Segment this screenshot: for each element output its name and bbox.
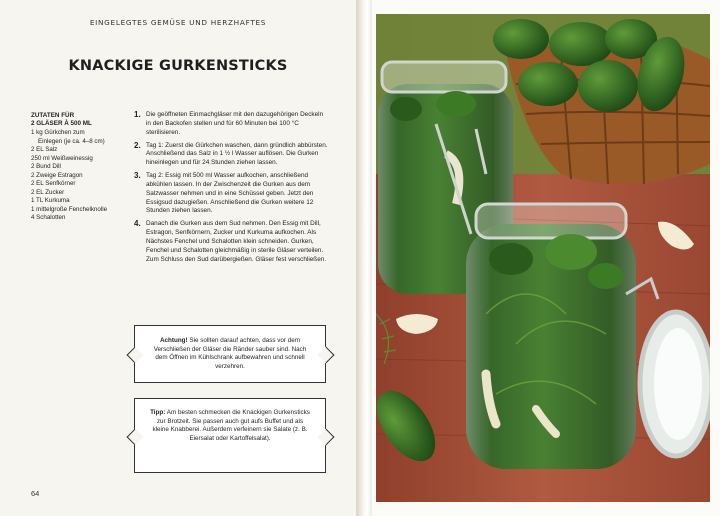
front-jar — [466, 204, 658, 469]
ingredients-list — [31, 112, 131, 223]
ingredient-item: Einlegen (je ca. 4–8 cm) — [38, 137, 105, 145]
step-4 — [134, 220, 328, 264]
step-3 — [134, 172, 328, 216]
pickle-jars-photo — [376, 14, 710, 502]
page-number: 64 — [31, 489, 40, 498]
ingredients-heading-line1: ZUTATEN FÜR — [31, 112, 75, 119]
pickle-jars-illustration — [376, 14, 710, 502]
tip-text: Am besten schmecken die Knackigen Gurkensticks zur Brotzeit. Sie passen auch gut aufs Buffet und als kleine Knabberei. Außerdem verfeinern sie Salate (z. B. Eiersalat oder Kartoffelsalat). — [152, 409, 310, 442]
tip-box — [134, 398, 326, 473]
ingredient-item: 1 kg Gürkchen zum — [31, 129, 85, 136]
step-text: Tag 2: Essig mit 500 ml Wasser aufkochen, anschließend abkühlen lassen. In der Zwischenzeit die Gurken aus dem Salzwasser nehmen und in eine Schüssel geben. Jetzt den Essigsud dazugießen. Anschließend die Gurken weitere 12 Stunden ziehen lassen. — [146, 172, 314, 215]
tip-label: Tipp: — [150, 409, 166, 416]
step-number: 3. — [134, 171, 141, 181]
step-2 — [134, 142, 328, 168]
ingredients-heading-line2: 2 GLÄSER À 500 ML — [31, 120, 92, 127]
ingredients-heading — [31, 112, 131, 128]
attention-text: Sie sollten darauf achten, dass vor dem Verschließen der Gläser die Ränder sauber sind. Nach dem Öffnen im Kühlschrank aufbewahren und schnell verzehren. — [153, 337, 307, 370]
attention-label: Achtung! — [160, 337, 188, 344]
step-number: 4. — [134, 219, 141, 229]
preparation-steps — [134, 111, 328, 269]
ingredient-item: 2 EL Salz — [31, 146, 58, 153]
step-number: 2. — [134, 140, 141, 150]
ingredient-item: 1 TL Kurkuma — [31, 197, 70, 204]
ingredient-item: 2 EL Zucker — [31, 188, 65, 196]
step-1 — [134, 111, 328, 137]
ingredients-items — [31, 129, 131, 223]
attention-box — [134, 325, 326, 383]
ingredient-item: 2 Bund Dill — [31, 163, 61, 170]
ingredient-item: 2 EL Senfkörner — [31, 180, 76, 187]
open-jar-lid — [640, 312, 710, 456]
step-text: Danach die Gurken aus dem Sud nehmen. Den Essig mit Dill, Estragon, Senfkörnern, Zucker und Kurkuma aufkochen. Als Nächstes Fenchel und Schalotten klein schneiden. Gurken, Fenchel und Schalotten gleichmäßig in sterile Gläser verteilen. Zum Schluss den Sud darübergießen. Gläser fest verschließen. — [146, 220, 327, 263]
book-gutter — [356, 0, 372, 516]
step-number: 1. — [134, 110, 141, 119]
ingredient-item: 4 Schalotten — [31, 214, 66, 221]
ingredient-item: 250 ml Weißweinessig — [31, 154, 93, 162]
ingredient-item: 1 mittelgroße Fenchelknolle — [31, 205, 108, 213]
step-text: Tag 1: Zuerst die Gürkchen waschen, dann gründlich abbürsten. Anschließend das Salz in 1 ½ l Wasser auflösen. Die Gurken hineinlegen und für 24 Stunden ziehen lassen. — [146, 141, 328, 167]
running-head: EINGELEGTES GEMÜSE UND HERZHAFTES — [89, 18, 267, 27]
recipe-title: KNACKIGE GURKENSTICKS — [68, 58, 288, 74]
recipe-page — [0, 0, 357, 516]
step-text: Die geöffneten Einmachgläser mit den dazugehörigen Deckeln in den Backofen stellen und für 60 Minuten bei 100 °C sterilisieren. — [146, 111, 324, 136]
ingredient-item: 2 Zweige Estragon — [31, 171, 83, 179]
